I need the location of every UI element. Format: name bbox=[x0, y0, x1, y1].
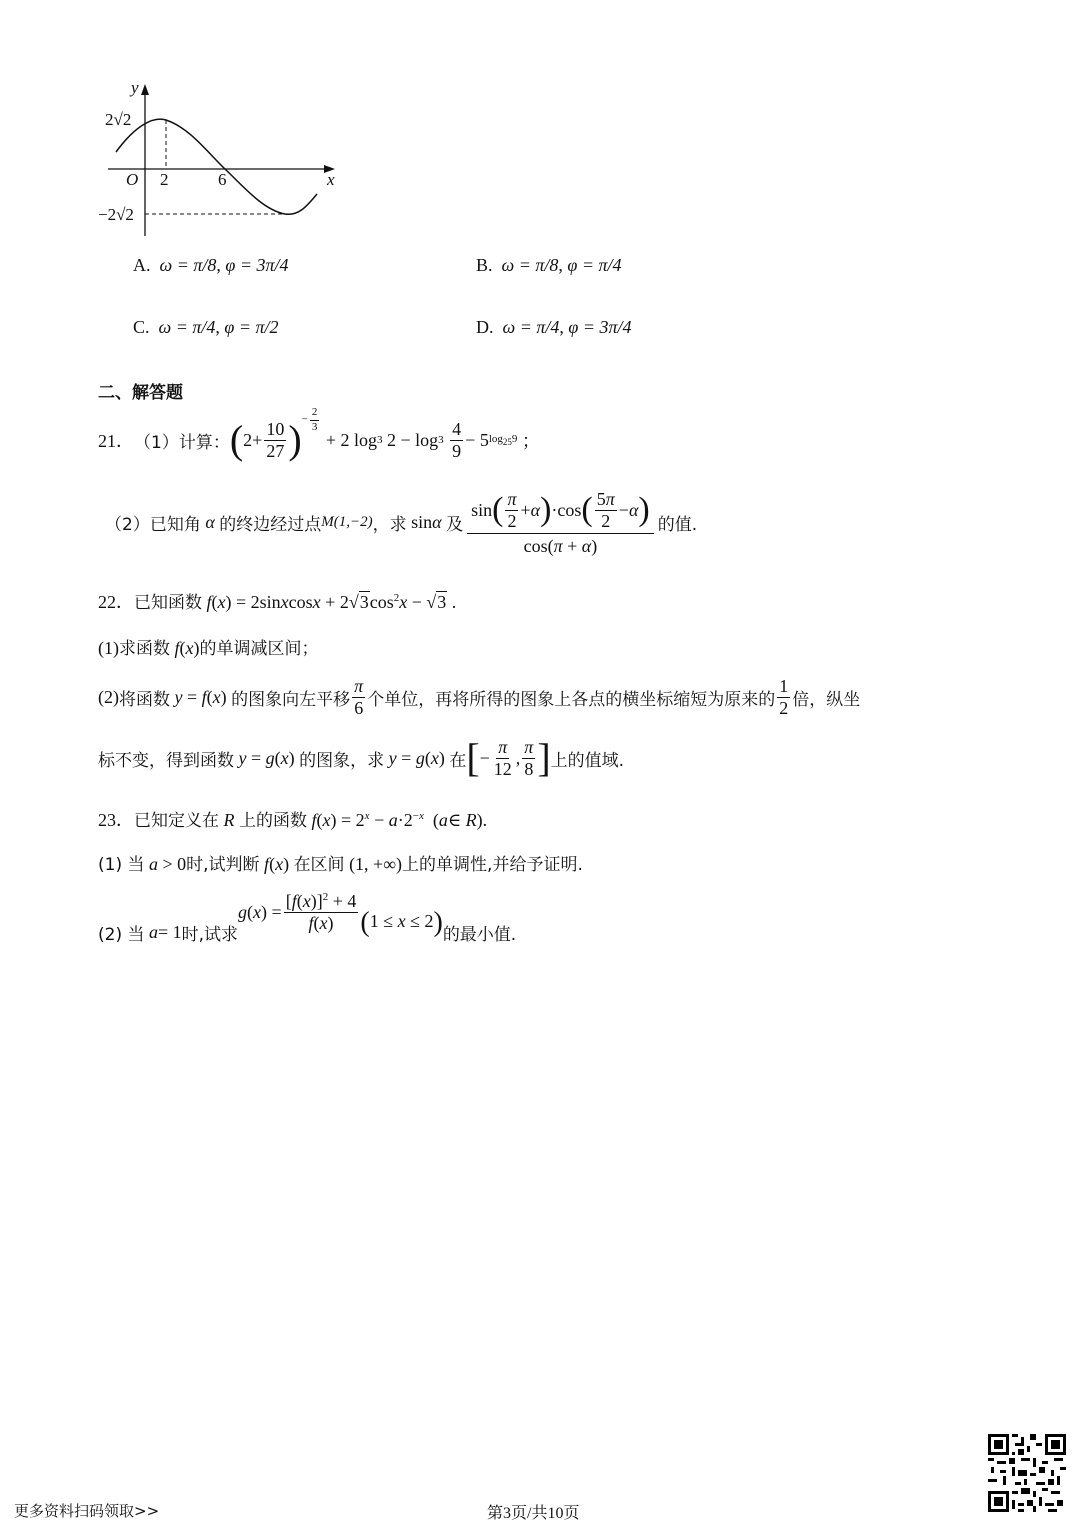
q22-part2-line1: (2) 将函数 y = f(x) 的图象向左平移 $\frac{\pi}{6}$ 个单位，再将所得的图象上各点的横坐标缩短为原来的 $\frac{1}{2}$ 倍，纵坐 bbox=[98, 676, 861, 718]
graph-y-max-label: 2√2 bbox=[105, 110, 132, 129]
q23-stem: 23．已知定义在 R 上的函数 $f(x) = 2^x - a\cdot 2^{-x}$ (a∈ R). bbox=[98, 810, 488, 831]
option-a-phi: φ = 3π/4 bbox=[225, 255, 289, 275]
q23-p2-c: 的最小值. bbox=[442, 925, 517, 945]
option-b-omega: ω = π/8 bbox=[501, 255, 559, 275]
option-c[interactable]: C. ω = π/4, φ = π/2 bbox=[133, 317, 279, 337]
footer-promo-link[interactable]: 更多资料扫码领取>> bbox=[14, 1502, 160, 1520]
q22-p2-d: 倍，纵坐 bbox=[792, 689, 861, 710]
q23-number: 23． bbox=[98, 810, 134, 830]
q21-part1-prefix: （1）计算： bbox=[134, 432, 230, 453]
q22-part1: (1)求函数 f(x)的单调减区间； bbox=[98, 638, 319, 659]
q23-stem-a: 已知定义在 bbox=[134, 811, 219, 831]
q21-part2-mid: 的终边经过点 bbox=[219, 515, 322, 536]
q23-stem-b: 上的函数 bbox=[239, 811, 307, 831]
option-a-omega: ω = π/8 bbox=[159, 255, 217, 275]
q22-stem: 22．已知函数 f(x) = 2sinxcosx + $2√3\cos^2x - √3$ . bbox=[98, 592, 457, 613]
q21-fraction: sin ( $\frac{\pi}{2}$ + α ) ·cos ( $\frac{5\pi}{2}$ − α ) cos(π + α) bbox=[467, 490, 654, 556]
qr-code-icon bbox=[988, 1434, 1066, 1512]
option-d-omega: ω = π/4 bbox=[502, 317, 560, 337]
graph-tick-6: 6 bbox=[218, 170, 227, 189]
q21-point: M(1,−2) bbox=[321, 514, 373, 531]
option-d-label: D. bbox=[476, 317, 494, 337]
q22-p2-b: 的图象向左平移 bbox=[231, 689, 351, 710]
q21-part2-end: 的值. bbox=[657, 515, 698, 536]
graph-tick-2: 2 bbox=[160, 170, 169, 189]
q23-p1-b: 时,试判断 bbox=[186, 855, 260, 875]
sine-curve bbox=[116, 119, 317, 214]
q21-part2-and: 及 bbox=[446, 515, 464, 536]
q23-p1-d: 上的单调性,并给予证明. bbox=[402, 855, 583, 875]
option-d[interactable]: D. ω = π/4, φ = 3π/4 bbox=[476, 317, 632, 337]
option-c-label: C. bbox=[133, 317, 150, 337]
option-d-phi: φ = 3π/4 bbox=[568, 317, 632, 337]
sine-graph bbox=[95, 78, 355, 243]
q22-p2-h: 上的值域. bbox=[550, 750, 625, 771]
option-c-phi: φ = π/2 bbox=[224, 317, 279, 337]
q21-expression: ( 2+ $\frac{10}{27}$ ) − $\frac{2}{3}$ + 2 log 3 2 − log 3 $\frac{4}{9}$ − 5 $\log_{25}9$ ； bbox=[229, 406, 540, 463]
q22-number: 22． bbox=[98, 592, 134, 612]
q22-p2-g: 在 bbox=[449, 750, 467, 771]
q22-stem-prefix: 已知函数 bbox=[134, 593, 202, 613]
q23-p1-c: 在区间 bbox=[293, 855, 345, 875]
q23-p2-b: 时,试求 bbox=[181, 925, 239, 945]
q22-part2-line2: 标不变，得到函数 y = g(x) 的图象，求 y = g(x) 在 [ − $\frac{\pi}{12}$ , $\frac{\pi}{8}$ ] 上的值域. bbox=[98, 735, 625, 781]
q21-number: 21． bbox=[98, 431, 134, 452]
graph-y-min-label: −2√2 bbox=[98, 205, 134, 224]
graph-x-label: x bbox=[327, 170, 335, 189]
q22-p2-e: 标不变，得到函数 bbox=[98, 750, 234, 771]
option-a[interactable]: A. ω = π/8, φ = 3π/4 bbox=[133, 255, 289, 275]
q21-part2-ask: ，求 bbox=[372, 515, 407, 536]
q21-part2: （2）已知角 α 的终边经过点 M(1,−2) ，求 sinα 及 sin ( $\frac{\pi}{2}$ + α ) ·cos ( $\frac{5\pi}{2}$ − α ) cos(π + α) 的值. bbox=[105, 489, 698, 556]
option-c-omega: ω = π/4 bbox=[158, 317, 216, 337]
q23-part2: (2) 当 a = 1 时,试求 g(x) = $\frac{[f(x)]^2 + 4}{f(x)}$ (1 ≤ x ≤ 2) 的最小值. bbox=[98, 891, 517, 945]
q21-part1 bbox=[98, 406, 540, 463]
option-a-label: A. bbox=[133, 255, 151, 275]
section-title: 二、解答题 bbox=[98, 383, 183, 403]
option-b[interactable]: B. ω = π/8, φ = π/4 bbox=[476, 255, 622, 275]
graph-origin-label: O bbox=[126, 170, 139, 189]
graph-y-label: y bbox=[131, 78, 139, 97]
q21-part2-prefix: （2）已知角 bbox=[105, 515, 201, 536]
q22-part1-end: 的单调减区间； bbox=[199, 639, 319, 659]
q23-part1: (1) 当 a > 0时,试判断 f(x) 在区间 (1, +∞)上的单调性,并给予证明. bbox=[98, 854, 583, 875]
q22-p2-c: 个单位，再将所得的图象上各点的横坐标缩短为原来的 bbox=[367, 689, 776, 710]
q23-p1-a: (1) 当 bbox=[98, 855, 145, 875]
q22-part1-text: 求函数 bbox=[119, 639, 170, 659]
option-b-phi: φ = π/4 bbox=[567, 255, 622, 275]
option-b-label: B. bbox=[476, 255, 493, 275]
page-number: 第3页/共10页 bbox=[487, 1505, 580, 1522]
q22-p2-f: 的图象，求 bbox=[299, 750, 385, 771]
q23-p2-a: (2) 当 bbox=[98, 925, 145, 945]
q22-p2-a: 将函数 bbox=[119, 689, 170, 710]
